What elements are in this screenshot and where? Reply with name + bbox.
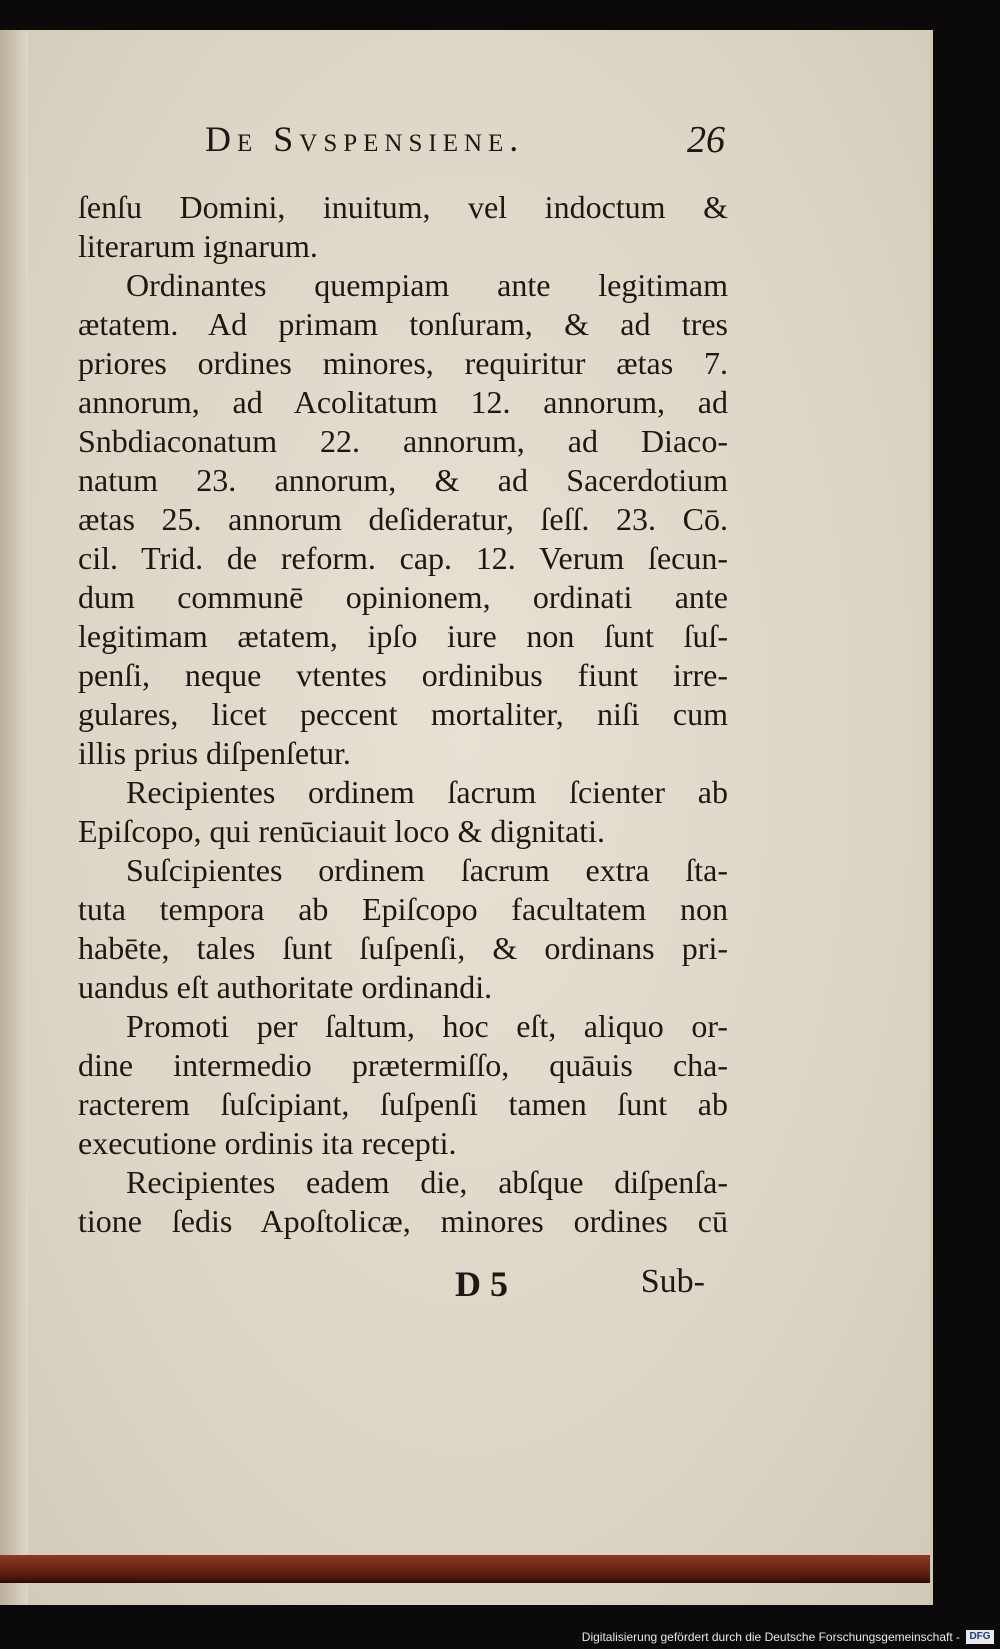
running-head: De Svspensiene.: [205, 119, 525, 159]
page-footer: [455, 1263, 705, 1307]
text-line: ætas 25. annorum deſideratur, ſeſſ. 23. Cō.: [78, 501, 728, 537]
page-header: [205, 118, 725, 172]
body-text: [78, 188, 728, 1241]
dfg-logo: DFG: [966, 1630, 994, 1644]
text-line: habēte, tales ſunt ſuſpenſi, & ordinans pri-: [78, 930, 728, 966]
text-line: Snbdiaconatum 22. annorum, ad Diaco-: [78, 423, 728, 459]
text-line: dum communē opinionem, ordinati ante: [78, 579, 728, 615]
text-line: Promoti per ſaltum, hoc eſt, aliquo or-: [126, 1008, 728, 1044]
text-line: dine intermedio prætermiſſo, quāuis cha-: [78, 1047, 728, 1083]
signature-mark: D 5: [455, 1264, 508, 1304]
text-line: ſenſu Domini, inuitum, vel indoctum &: [78, 189, 728, 225]
digitization-credit: Digitalisierung gefördert durch die Deutsche Forschungsgemeinschaft -: [581, 1630, 960, 1644]
text-line: gulares, licet peccent mortaliter, niſi cum: [78, 696, 728, 732]
text-line: ætatem. Ad primam tonſuram, & ad tres: [78, 306, 728, 342]
text-line: penſi, neque vtentes ordinibus fiunt irre-: [78, 657, 728, 693]
text-line: uandus eſt authoritate ordinandi.: [78, 969, 493, 1005]
catchword: Sub-: [640, 1263, 705, 1300]
text-line: Ordinantes quempiam ante legitimam: [126, 267, 728, 303]
text-line: tuta tempora ab Epiſcopo facultatem non: [78, 891, 728, 927]
page-number: 26: [687, 119, 725, 161]
text-line: Suſcipientes ordinem ſacrum extra ſta-: [126, 852, 728, 888]
text-line: priores ordines minores, requiritur ætas 7.: [78, 345, 728, 381]
text-line: Recipientes ordinem ſacrum ſcienter ab: [126, 774, 728, 810]
text-line: literarum ignarum.: [78, 228, 318, 264]
credit-bar: [0, 1627, 1000, 1649]
text-line: cil. Trid. de reform. cap. 12. Verum ſecun-: [78, 540, 728, 576]
text-line: Recipientes eadem die, abſque diſpenſa-: [126, 1164, 728, 1200]
text-line: illis prius diſpenſetur.: [78, 735, 351, 771]
text-line: tione ſedis Apoſtolicæ, minores ordines cū: [78, 1203, 728, 1239]
text-line: Epiſcopo, qui renūciauit loco & dignitati.: [78, 813, 605, 849]
page-bottom-edge: [0, 1555, 930, 1583]
text-line: natum 23. annorum, & ad Sacerdotium: [78, 462, 728, 498]
text-line: annorum, ad Acolitatum 12. annorum, ad: [78, 384, 728, 420]
text-line: racterem ſuſcipiant, ſuſpenſi tamen ſunt ab: [78, 1086, 728, 1122]
text-line: legitimam ætatem, ipſo iure non ſunt ſuſ-: [78, 618, 728, 654]
text-line: executione ordinis ita recepti.: [78, 1125, 457, 1161]
page-gutter-shadow: [0, 30, 28, 1605]
